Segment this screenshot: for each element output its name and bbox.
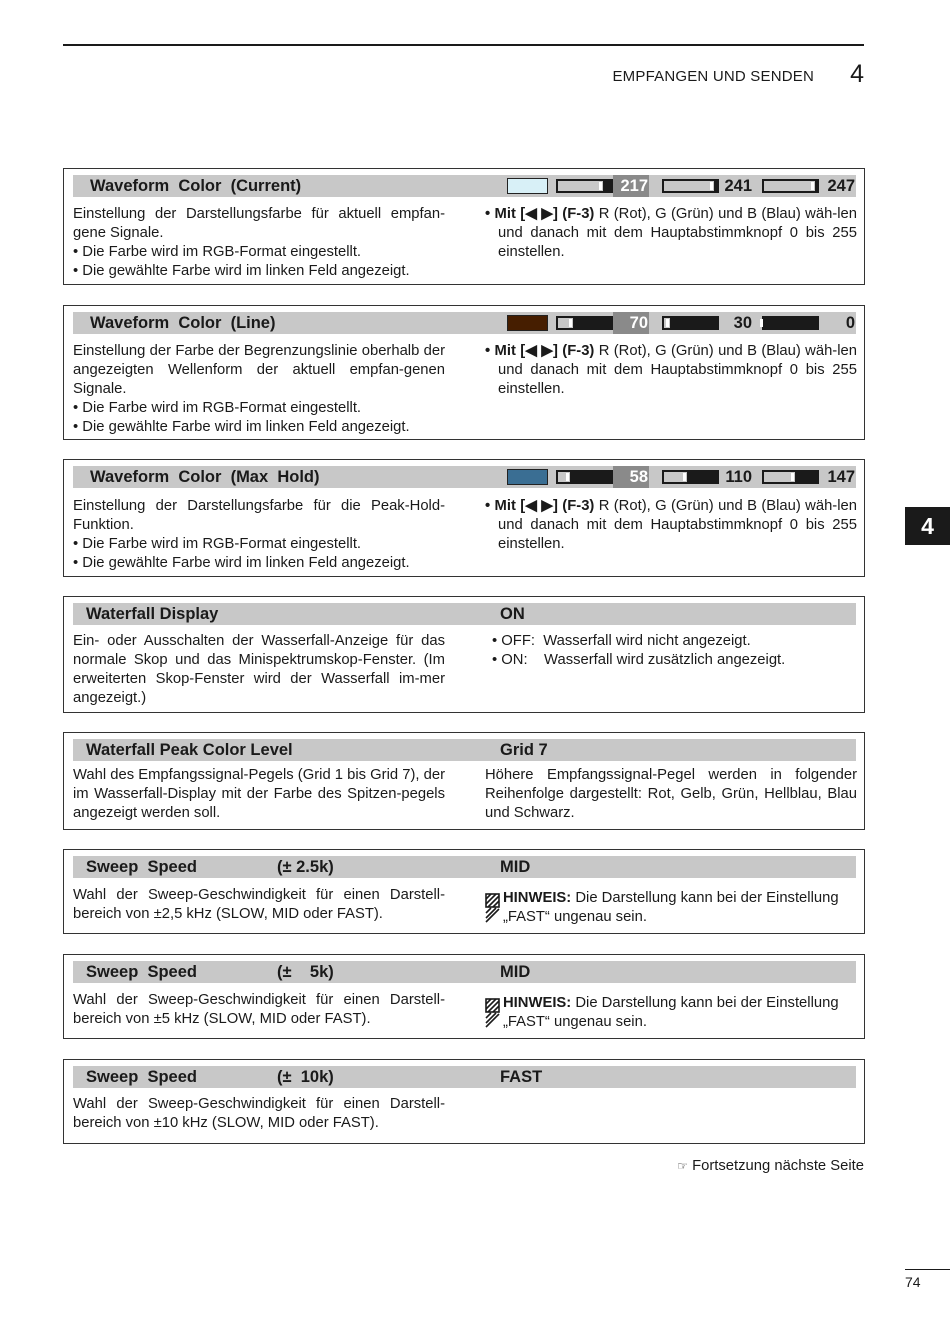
red-level-bar [556,316,613,330]
top-rule [63,44,864,46]
setting-description [73,497,445,573]
chapter-number: 4 [850,60,864,88]
continue-text: Fortsetzung nächste Seite [692,1158,864,1174]
description-text: Ein- oder Ausschalten der Wasserfall-Anzeige für das normale Skop und das Minispektrumskop-Fenster. (Im erweiterten Skop-Fenster wird der Wasserfall im-mer angezeigt.) [73,633,445,706]
red-value: 58 [613,466,649,488]
instruction-text: R (Rot), G (Grün) und B (Blau) wäh-len und danach mit dem Hauptabstimmknopf 0 bis 255 einstellen. [498,498,857,552]
setting-description [73,886,445,924]
setting-title: Sweep Speed [86,1068,197,1086]
setting-header [73,739,856,761]
note-text: Die Darstellung kann bei der Einstellung „FAST“ ungenau sein. [503,995,839,1030]
note-label: HINWEIS: [503,995,572,1011]
bar-marker [569,319,572,327]
description-bullet: • Die Farbe wird im RGB-Format eingestellt. [73,244,362,260]
setting-description [73,766,445,823]
bar-marker [791,473,794,481]
setting-instructions [485,205,857,262]
key-label: • Mit [◀ ▶] (F-3) [485,206,595,222]
setting-title: Sweep Speed [86,858,197,876]
setting-details [485,766,857,823]
note-label: HINWEIS: [503,890,572,906]
description-text: Einstellung der Darstellungsfarbe für aktuell empfan-gene Signale. [73,206,445,241]
setting-header [73,312,856,334]
note-text: Die Darstellung kann bei der Einstellung „FAST“ ungenau sein. [503,890,839,925]
continue-note [677,1158,864,1174]
description-text: Wahl der Sweep-Geschwindigkeit für einen Darstell-bereich von ±2,5 kHz (SLOW, MID oder FAST). [73,887,445,922]
setting-title: Waterfall Display [86,605,219,623]
red-level-bar [556,470,613,484]
red-level-bar [556,179,613,193]
red-value: 217 [613,175,649,197]
setting-instructions [485,497,857,554]
setting-sweep-speed-5k [63,954,865,1039]
setting-instructions [485,342,857,399]
setting-title: Sweep Speed [86,963,197,981]
bar-marker [599,182,602,190]
bar-fill [764,181,815,191]
description-text: Einstellung der Darstellungsfarbe für die Peak-Hold-Funktion. [73,498,445,533]
bar-fill [558,181,603,191]
setting-value: ON [500,605,525,623]
setting-header [73,603,856,625]
green-level-bar [662,179,719,193]
option-on: • ON: Wasserfall wird zusätzlich angezeigt. [492,652,786,668]
setting-title: Waveform Color (Current) [90,177,302,195]
setting-title: Waterfall Peak Color Level [86,741,293,759]
note-body [485,994,857,1032]
setting-sweep-speed-10k [63,1059,865,1144]
blue-value: 247 [827,177,855,195]
bar-marker [710,182,713,190]
setting-waveform-color-max-hold [63,459,865,577]
option-list [492,632,864,670]
page-number: 74 [905,1274,921,1290]
note-icon [485,893,500,923]
description-text: Wahl des Empfangssignal-Pegels (Grid 1 bis Grid 7), der im Wasserfall-Display mit der Farbe des Spitzen-pegels angezeigt werden soll. [73,767,445,821]
setting-waterfall-display [63,596,865,713]
note [485,994,857,1032]
red-value: 70 [613,312,649,334]
description-bullet: • Die gewählte Farbe wird im linken Feld angezeigt. [73,419,410,435]
chapter-title: EMPFANGEN UND SENDEN [612,68,814,85]
description-bullet: • Die gewählte Farbe wird im linken Feld angezeigt. [73,263,410,279]
blue-level-bar [762,316,819,330]
chapter-side-tab: 4 [905,507,950,545]
description-text: Wahl der Sweep-Geschwindigkeit für einen Darstell-bereich von ±5 kHz (SLOW, MID oder FAST). [73,992,445,1027]
description-bullet: • Die Farbe wird im RGB-Format eingestellt. [73,536,362,552]
setting-value: MID [500,858,531,876]
setting-header [73,1066,856,1088]
blue-level-bar [762,179,819,193]
setting-range: (± 5k) [277,963,334,981]
key-label: • Mit [◀ ▶] (F-3) [485,498,595,514]
setting-description [73,991,445,1029]
setting-value: MID [500,963,531,981]
blue-value: 0 [845,314,855,332]
setting-header [73,466,856,488]
color-swatch [507,469,548,485]
blue-value: 147 [827,468,855,486]
bar-marker [666,319,669,327]
bar-marker [811,182,814,190]
description-bullet: • Die Farbe wird im RGB-Format eingestellt. [73,400,362,416]
setting-waveform-color-line [63,305,865,440]
setting-range: (± 10k) [277,1068,334,1086]
setting-title: Waveform Color (Line) [90,314,276,332]
description-bullet: • Die gewählte Farbe wird im linken Feld angezeigt. [73,555,410,571]
setting-waveform-color-current [63,168,865,285]
description-text: Einstellung der Farbe der Begrenzungslinie oberhalb der angezeigten Wellenform der aktuell empfan-genen Signale. [73,343,445,397]
instruction-bullet [485,342,857,399]
instruction-bullet [485,205,857,262]
setting-description [73,205,445,281]
key-label: • Mit [◀ ▶] (F-3) [485,343,595,359]
setting-value: Grid 7 [500,741,548,759]
green-value: 30 [733,314,752,332]
bar-marker [760,319,763,327]
description-text: Wahl der Sweep-Geschwindigkeit für einen Darstell-bereich von ±10 kHz (SLOW, MID oder FAST). [73,1096,445,1131]
note [485,889,857,927]
green-value: 110 [725,468,752,486]
details-text: Höhere Empfangssignal-Pegel werden in folgender Reihenfolge dargestellt: Rot, Gelb, Grün, Hellblau, Blau und Schwarz. [485,767,857,821]
setting-header [73,175,856,197]
green-level-bar [662,470,719,484]
blue-level-bar [762,470,819,484]
color-swatch [507,315,548,331]
setting-header [73,961,856,983]
color-swatch [507,178,548,194]
green-level-bar [662,316,719,330]
pointing-hand-icon: ☞ [677,1159,688,1173]
green-value: 241 [724,177,752,195]
setting-description [73,632,445,708]
option-off: • OFF: Wasserfall wird nicht angezeigt. [492,633,751,649]
setting-description [73,1095,445,1133]
bar-marker [566,473,569,481]
bar-fill [664,181,714,191]
setting-header [73,856,856,878]
bar-marker [683,473,686,481]
setting-title: Waveform Color (Max Hold) [90,468,320,486]
setting-range: (± 2.5k) [277,858,334,876]
setting-value: FAST [500,1068,543,1086]
note-icon [485,998,500,1028]
note-body [485,889,857,927]
page-number-rule [905,1269,950,1270]
instruction-bullet [485,497,857,554]
instruction-text: R (Rot), G (Grün) und B (Blau) wäh-len und danach mit dem Hauptabstimmknopf 0 bis 255 einstellen. [498,343,857,397]
setting-waterfall-peak-color-level [63,732,865,830]
instruction-text: R (Rot), G (Grün) und B (Blau) wäh-len und danach mit dem Hauptabstimmknopf 0 bis 255 einstellen. [498,206,857,260]
setting-sweep-speed-2-5k [63,849,865,934]
setting-description [73,342,445,437]
